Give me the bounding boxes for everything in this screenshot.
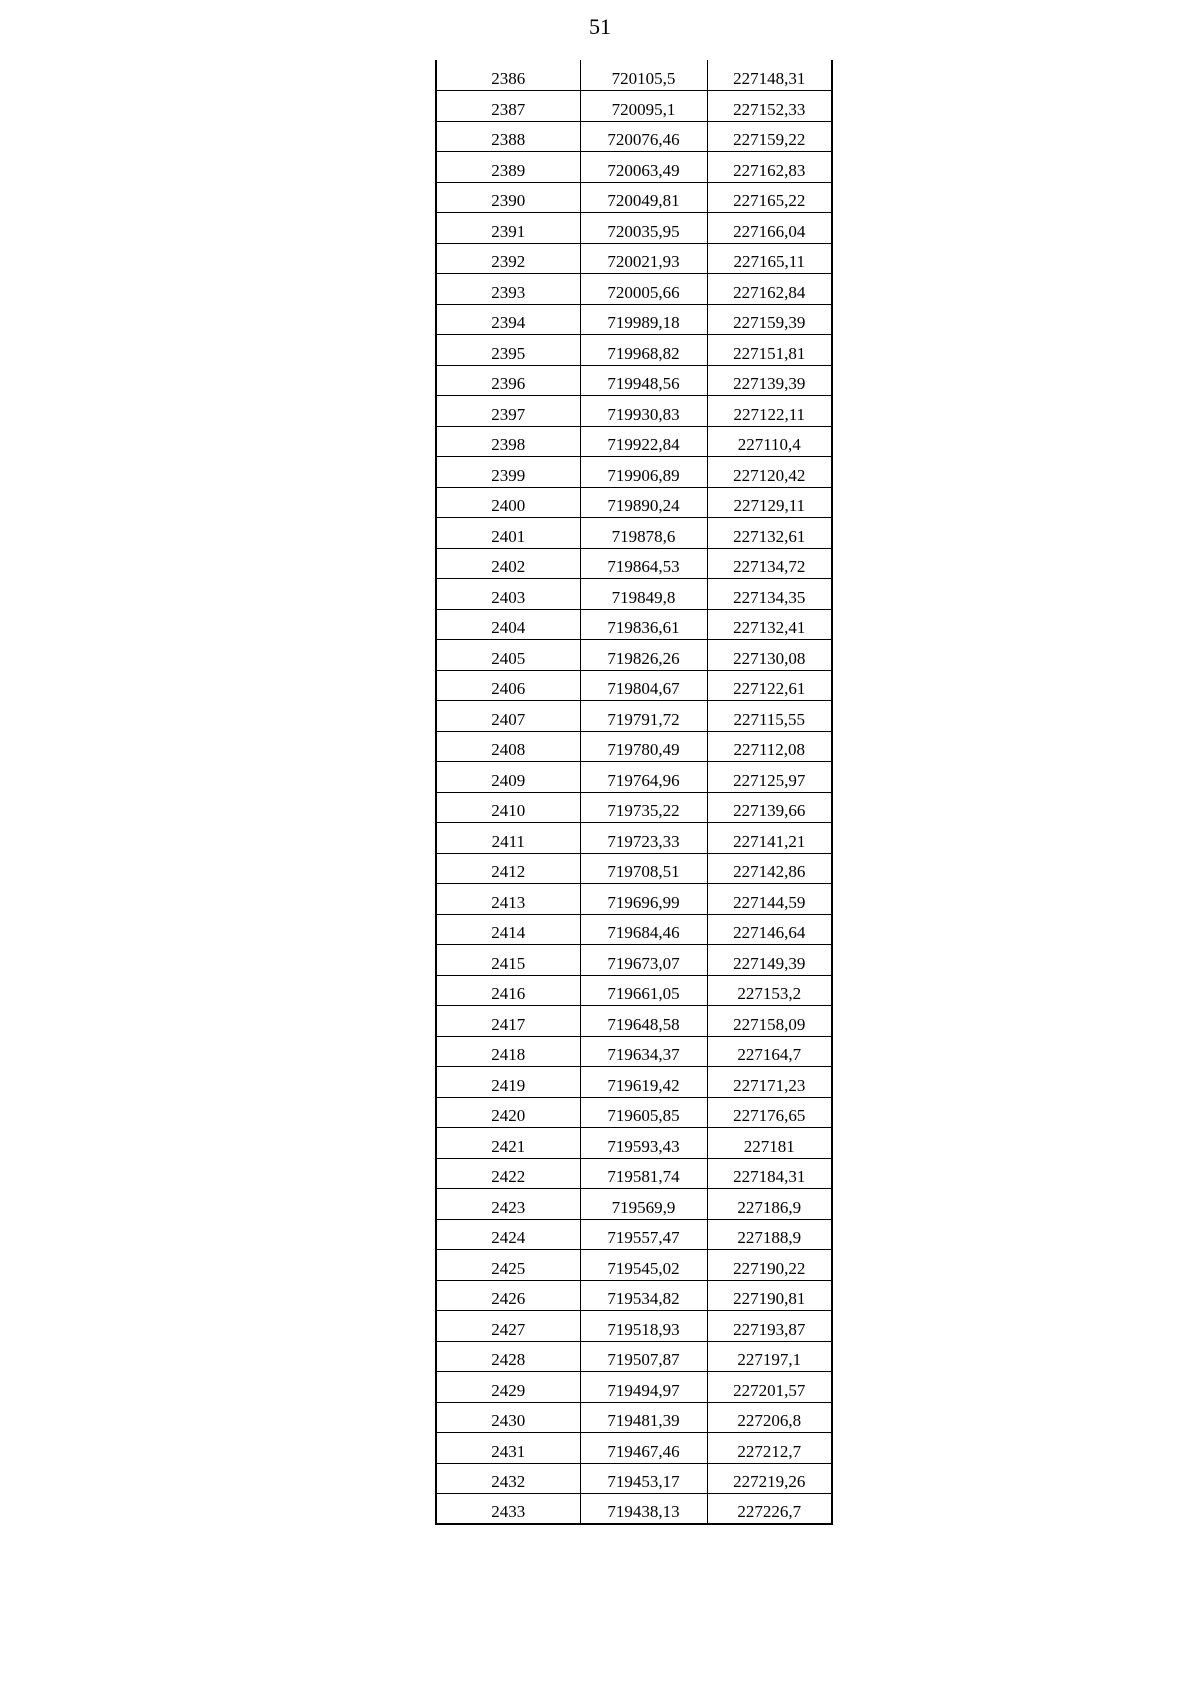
y-coordinate-cell: 227141,21: [707, 823, 832, 854]
x-coordinate-cell: 719989,18: [580, 304, 707, 335]
point-number-cell: 2415: [436, 945, 580, 976]
point-number-cell: 2401: [436, 518, 580, 549]
table-row: [436, 1402, 832, 1433]
y-coordinate-cell: 227132,61: [707, 518, 832, 549]
point-number-cell: 2400: [436, 487, 580, 518]
point-number-cell: 2430: [436, 1402, 580, 1433]
table-row: [436, 335, 832, 366]
table-row: [436, 182, 832, 213]
table-row: [436, 914, 832, 945]
x-coordinate-cell: 719494,97: [580, 1372, 707, 1403]
y-coordinate-cell: 227110,4: [707, 426, 832, 457]
x-coordinate-cell: 720049,81: [580, 182, 707, 213]
table-row: [436, 1494, 832, 1525]
x-coordinate-cell: 719453,17: [580, 1463, 707, 1494]
table-row: [436, 762, 832, 793]
x-coordinate-cell: 719764,96: [580, 762, 707, 793]
table-row: [436, 1036, 832, 1067]
y-coordinate-cell: 227186,9: [707, 1189, 832, 1220]
x-coordinate-cell: 719878,6: [580, 518, 707, 549]
page-number: 51: [589, 14, 611, 39]
point-number-cell: 2420: [436, 1097, 580, 1128]
y-coordinate-cell: 227159,39: [707, 304, 832, 335]
y-coordinate-cell: 227184,31: [707, 1158, 832, 1189]
coordinates-table-body: [436, 60, 832, 1524]
x-coordinate-cell: 720076,46: [580, 121, 707, 152]
x-coordinate-cell: 719723,33: [580, 823, 707, 854]
x-coordinate-cell: 720005,66: [580, 274, 707, 305]
point-number-cell: 2425: [436, 1250, 580, 1281]
table-row: [436, 274, 832, 305]
table-row: [436, 731, 832, 762]
y-coordinate-cell: 227171,23: [707, 1067, 832, 1098]
point-number-cell: 2422: [436, 1158, 580, 1189]
table-row: [436, 518, 832, 549]
y-coordinate-cell: 227159,22: [707, 121, 832, 152]
table-row: [436, 1158, 832, 1189]
point-number-cell: 2416: [436, 975, 580, 1006]
table-row: [436, 609, 832, 640]
y-coordinate-cell: 227130,08: [707, 640, 832, 671]
point-number-cell: 2423: [436, 1189, 580, 1220]
y-coordinate-cell: 227152,33: [707, 91, 832, 122]
x-coordinate-cell: 719673,07: [580, 945, 707, 976]
y-coordinate-cell: 227153,2: [707, 975, 832, 1006]
x-coordinate-cell: 719780,49: [580, 731, 707, 762]
y-coordinate-cell: 227165,11: [707, 243, 832, 274]
point-number-cell: 2427: [436, 1311, 580, 1342]
y-coordinate-cell: 227188,9: [707, 1219, 832, 1250]
table-row: [436, 457, 832, 488]
y-coordinate-cell: 227142,86: [707, 853, 832, 884]
x-coordinate-cell: 719826,26: [580, 640, 707, 671]
table-row: [436, 670, 832, 701]
point-number-cell: 2432: [436, 1463, 580, 1494]
table-row: [436, 945, 832, 976]
x-coordinate-cell: 719804,67: [580, 670, 707, 701]
x-coordinate-cell: 720035,95: [580, 213, 707, 244]
point-number-cell: 2418: [436, 1036, 580, 1067]
x-coordinate-cell: 719438,13: [580, 1494, 707, 1525]
table-row: [436, 1311, 832, 1342]
table-row: [436, 792, 832, 823]
x-coordinate-cell: 719791,72: [580, 701, 707, 732]
table-row: [436, 60, 832, 91]
point-number-cell: 2390: [436, 182, 580, 213]
point-number-cell: 2424: [436, 1219, 580, 1250]
point-number-cell: 2387: [436, 91, 580, 122]
table-row: [436, 1341, 832, 1372]
point-number-cell: 2391: [436, 213, 580, 244]
y-coordinate-cell: 227162,83: [707, 152, 832, 183]
table-row: [436, 640, 832, 671]
x-coordinate-cell: 719696,99: [580, 884, 707, 915]
y-coordinate-cell: 227206,8: [707, 1402, 832, 1433]
x-coordinate-cell: 719836,61: [580, 609, 707, 640]
x-coordinate-cell: 720095,1: [580, 91, 707, 122]
point-number-cell: 2395: [436, 335, 580, 366]
x-coordinate-cell: 719581,74: [580, 1158, 707, 1189]
x-coordinate-cell: 719890,24: [580, 487, 707, 518]
x-coordinate-cell: 719467,46: [580, 1433, 707, 1464]
x-coordinate-cell: 719634,37: [580, 1036, 707, 1067]
y-coordinate-cell: 227193,87: [707, 1311, 832, 1342]
y-coordinate-cell: 227219,26: [707, 1463, 832, 1494]
point-number-cell: 2394: [436, 304, 580, 335]
table-row: [436, 579, 832, 610]
x-coordinate-cell: 719605,85: [580, 1097, 707, 1128]
table-row: [436, 365, 832, 396]
point-number-cell: 2393: [436, 274, 580, 305]
x-coordinate-cell: 719968,82: [580, 335, 707, 366]
x-coordinate-cell: 719545,02: [580, 1250, 707, 1281]
point-number-cell: 2398: [436, 426, 580, 457]
y-coordinate-cell: 227112,08: [707, 731, 832, 762]
table-row: [436, 975, 832, 1006]
x-coordinate-cell: 719481,39: [580, 1402, 707, 1433]
point-number-cell: 2392: [436, 243, 580, 274]
point-number-cell: 2407: [436, 701, 580, 732]
y-coordinate-cell: 227151,81: [707, 335, 832, 366]
y-coordinate-cell: 227132,41: [707, 609, 832, 640]
x-coordinate-cell: 719593,43: [580, 1128, 707, 1159]
table-row: [436, 1128, 832, 1159]
table-row: [436, 121, 832, 152]
x-coordinate-cell: 719619,42: [580, 1067, 707, 1098]
x-coordinate-cell: 719922,84: [580, 426, 707, 457]
point-number-cell: 2404: [436, 609, 580, 640]
y-coordinate-cell: 227166,04: [707, 213, 832, 244]
y-coordinate-cell: 227164,7: [707, 1036, 832, 1067]
point-number-cell: 2429: [436, 1372, 580, 1403]
x-coordinate-cell: 720063,49: [580, 152, 707, 183]
y-coordinate-cell: 227201,57: [707, 1372, 832, 1403]
point-number-cell: 2406: [436, 670, 580, 701]
point-number-cell: 2396: [436, 365, 580, 396]
table-row: [436, 884, 832, 915]
point-number-cell: 2402: [436, 548, 580, 579]
x-coordinate-cell: 719930,83: [580, 396, 707, 427]
point-number-cell: 2408: [436, 731, 580, 762]
y-coordinate-cell: 227165,22: [707, 182, 832, 213]
y-coordinate-cell: 227129,11: [707, 487, 832, 518]
y-coordinate-cell: 227148,31: [707, 60, 832, 91]
x-coordinate-cell: 719684,46: [580, 914, 707, 945]
point-number-cell: 2419: [436, 1067, 580, 1098]
x-coordinate-cell: 719569,9: [580, 1189, 707, 1220]
y-coordinate-cell: 227190,22: [707, 1250, 832, 1281]
point-number-cell: 2389: [436, 152, 580, 183]
table-row: [436, 823, 832, 854]
y-coordinate-cell: 227115,55: [707, 701, 832, 732]
y-coordinate-cell: 227226,7: [707, 1494, 832, 1525]
table-row: [436, 1433, 832, 1464]
table-row: [436, 1219, 832, 1250]
x-coordinate-cell: 719708,51: [580, 853, 707, 884]
point-number-cell: 2433: [436, 1494, 580, 1525]
x-coordinate-cell: 719864,53: [580, 548, 707, 579]
x-coordinate-cell: 719534,82: [580, 1280, 707, 1311]
point-number-cell: 2409: [436, 762, 580, 793]
x-coordinate-cell: 719507,87: [580, 1341, 707, 1372]
coordinates-table: [435, 60, 833, 1525]
point-number-cell: 2403: [436, 579, 580, 610]
y-coordinate-cell: 227146,64: [707, 914, 832, 945]
table-row: [436, 396, 832, 427]
table-row: [436, 243, 832, 274]
point-number-cell: 2428: [436, 1341, 580, 1372]
point-number-cell: 2421: [436, 1128, 580, 1159]
x-coordinate-cell: 719849,8: [580, 579, 707, 610]
table-row: [436, 487, 832, 518]
y-coordinate-cell: 227134,72: [707, 548, 832, 579]
table-row: [436, 853, 832, 884]
table-row: [436, 1067, 832, 1098]
x-coordinate-cell: 719648,58: [580, 1006, 707, 1037]
point-number-cell: 2412: [436, 853, 580, 884]
x-coordinate-cell: 719518,93: [580, 1311, 707, 1342]
point-number-cell: 2386: [436, 60, 580, 91]
table-row: [436, 426, 832, 457]
table-row: [436, 1097, 832, 1128]
table-row: [436, 1006, 832, 1037]
x-coordinate-cell: 719557,47: [580, 1219, 707, 1250]
table-row: [436, 91, 832, 122]
point-number-cell: 2417: [436, 1006, 580, 1037]
y-coordinate-cell: 227197,1: [707, 1341, 832, 1372]
x-coordinate-cell: 719906,89: [580, 457, 707, 488]
table-row: [436, 1280, 832, 1311]
y-coordinate-cell: 227139,66: [707, 792, 832, 823]
y-coordinate-cell: 227144,59: [707, 884, 832, 915]
table-row: [436, 1463, 832, 1494]
x-coordinate-cell: 719661,05: [580, 975, 707, 1006]
table-row: [436, 1250, 832, 1281]
point-number-cell: 2431: [436, 1433, 580, 1464]
y-coordinate-cell: 227125,97: [707, 762, 832, 793]
point-number-cell: 2426: [436, 1280, 580, 1311]
table-row: [436, 304, 832, 335]
y-coordinate-cell: 227190,81: [707, 1280, 832, 1311]
y-coordinate-cell: 227122,61: [707, 670, 832, 701]
point-number-cell: 2413: [436, 884, 580, 915]
y-coordinate-cell: 227122,11: [707, 396, 832, 427]
x-coordinate-cell: 720021,93: [580, 243, 707, 274]
y-coordinate-cell: 227158,09: [707, 1006, 832, 1037]
y-coordinate-cell: 227120,42: [707, 457, 832, 488]
point-number-cell: 2397: [436, 396, 580, 427]
point-number-cell: 2405: [436, 640, 580, 671]
point-number-cell: 2410: [436, 792, 580, 823]
table-row: [436, 213, 832, 244]
table-row: [436, 152, 832, 183]
point-number-cell: 2411: [436, 823, 580, 854]
x-coordinate-cell: 719735,22: [580, 792, 707, 823]
y-coordinate-cell: 227181: [707, 1128, 832, 1159]
y-coordinate-cell: 227212,7: [707, 1433, 832, 1464]
point-number-cell: 2399: [436, 457, 580, 488]
y-coordinate-cell: 227139,39: [707, 365, 832, 396]
table-row: [436, 701, 832, 732]
y-coordinate-cell: 227134,35: [707, 579, 832, 610]
x-coordinate-cell: 719948,56: [580, 365, 707, 396]
table-row: [436, 1189, 832, 1220]
y-coordinate-cell: 227162,84: [707, 274, 832, 305]
table-row: [436, 548, 832, 579]
point-number-cell: 2388: [436, 121, 580, 152]
x-coordinate-cell: 720105,5: [580, 60, 707, 91]
point-number-cell: 2414: [436, 914, 580, 945]
y-coordinate-cell: 227149,39: [707, 945, 832, 976]
table-row: [436, 1372, 832, 1403]
y-coordinate-cell: 227176,65: [707, 1097, 832, 1128]
